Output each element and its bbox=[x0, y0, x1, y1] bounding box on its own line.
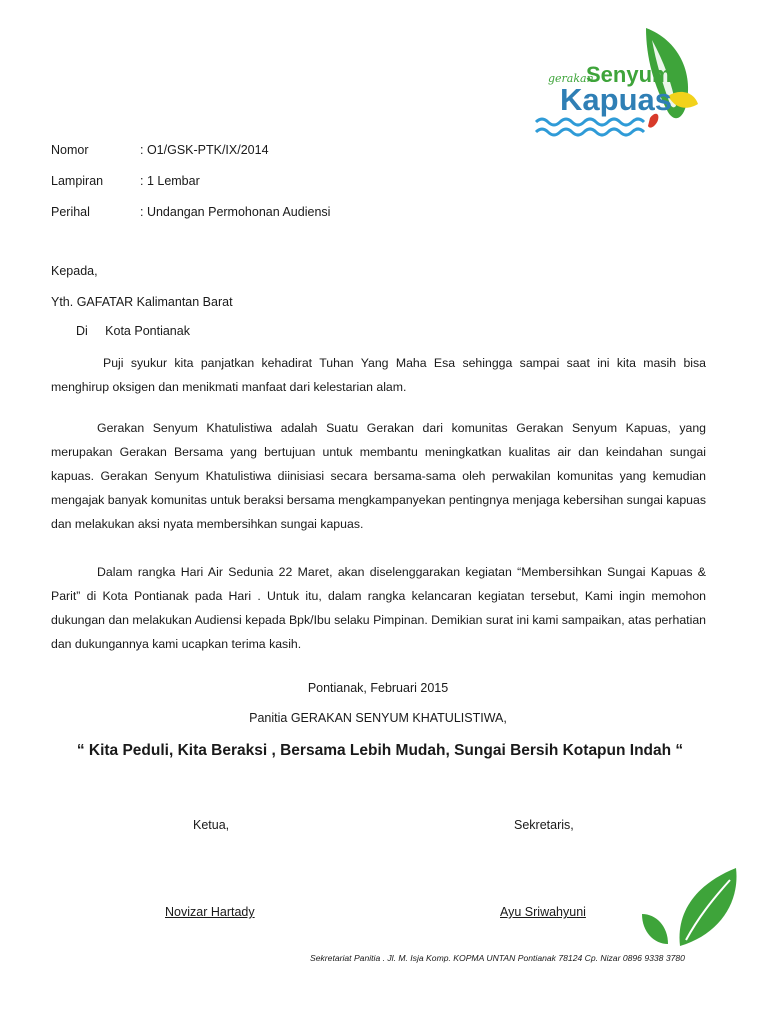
nomor-value: : O1/GSK-PTK/IX/2014 bbox=[140, 143, 269, 157]
committee-name: Panitia GERAKAN SENYUM KHATULISTIWA, bbox=[249, 711, 507, 725]
senyum-kapuas-logo bbox=[528, 22, 706, 140]
perihal-label: Perihal bbox=[51, 205, 90, 219]
footer-secretariat: Sekretariat Panitia . Jl. M. Isja Komp. KOPMA UNTAN Pontianak 78124 Cp. Nizar 0896 9338 3780 bbox=[310, 953, 685, 963]
ketua-name: Novizar Hartady bbox=[165, 905, 255, 919]
ketua-title: Ketua, bbox=[193, 818, 230, 832]
lampiran-value: : 1 Lembar bbox=[140, 174, 200, 188]
perihal-value: : Undangan Permohonan Audiensi bbox=[140, 205, 331, 219]
lampiran-label: Lampiran bbox=[51, 174, 104, 188]
recipient-line: Yth. GAFATAR Kalimantan Barat bbox=[51, 295, 233, 309]
nomor-label: Nomor bbox=[51, 143, 89, 157]
logo-word-big: Kapuas bbox=[560, 82, 672, 117]
paragraph-1: Puji syukur kita panjatkan kehadirat Tuhan Yang Maha Esa sehingga sampai saat ini kita masih bisa menghirup oksigen dan menikmati manfaat dari kelestarian alam. bbox=[51, 356, 706, 394]
paragraph-3: Dalam rangka Hari Air Sedunia 22 Maret, akan diselenggarakan kegiatan “Membersihkan Sungai Kapuas & Parit” di Kota Pontianak pada Hari . Untuk itu, dalam rangka kelancaran kegiatan tersebut, Kami ingin memohon dukungan dan melakukan Audiensi kepada Bpk/Ibu selaku Pimpinan. Demikian surat ini kami sampaikan, atas perhatian dan dukungannya kami ucapkan terima kasih. bbox=[51, 565, 706, 651]
logo-word-mid: Senyum bbox=[586, 62, 672, 87]
location-line: Di Kota Pontianak bbox=[76, 324, 190, 338]
slogan: “ Kita Peduli, Kita Beraksi , Bersama Lebih Mudah, Sungai Bersih Kotapun Indah “ bbox=[76, 742, 684, 759]
sekretaris-title: Sekretaris, bbox=[514, 818, 574, 832]
decorative-leaves-icon bbox=[636, 862, 746, 954]
wave-icon bbox=[536, 119, 644, 135]
logo-word-small: gerakan bbox=[548, 72, 594, 85]
sekretaris-name: Ayu Sriwahyuni bbox=[500, 905, 586, 919]
kepada-line: Kepada, bbox=[51, 264, 98, 278]
place-date: Pontianak, Februari 2015 bbox=[307, 681, 449, 695]
paragraph-2: Gerakan Senyum Khatulistiwa adalah Suatu Gerakan dari komunitas Gerakan Senyum Kapuas, yang merupakan Gerakan Bersama yang bertujuan untuk membantu meningkatkan kualitas air dan keindahan sungai kapuas. Gerakan Senyum Khatulistiwa diinisiasi secara bersama-sama oleh perwakilan komunitas yang kemudian mengajak banyak komunitas untuk beraksi bersama mengkampanyekan pentingnya menjaga kebersihan sungai kapuas dan melakukan aksi nyata membersihkan sungai kapuas. bbox=[51, 421, 706, 531]
